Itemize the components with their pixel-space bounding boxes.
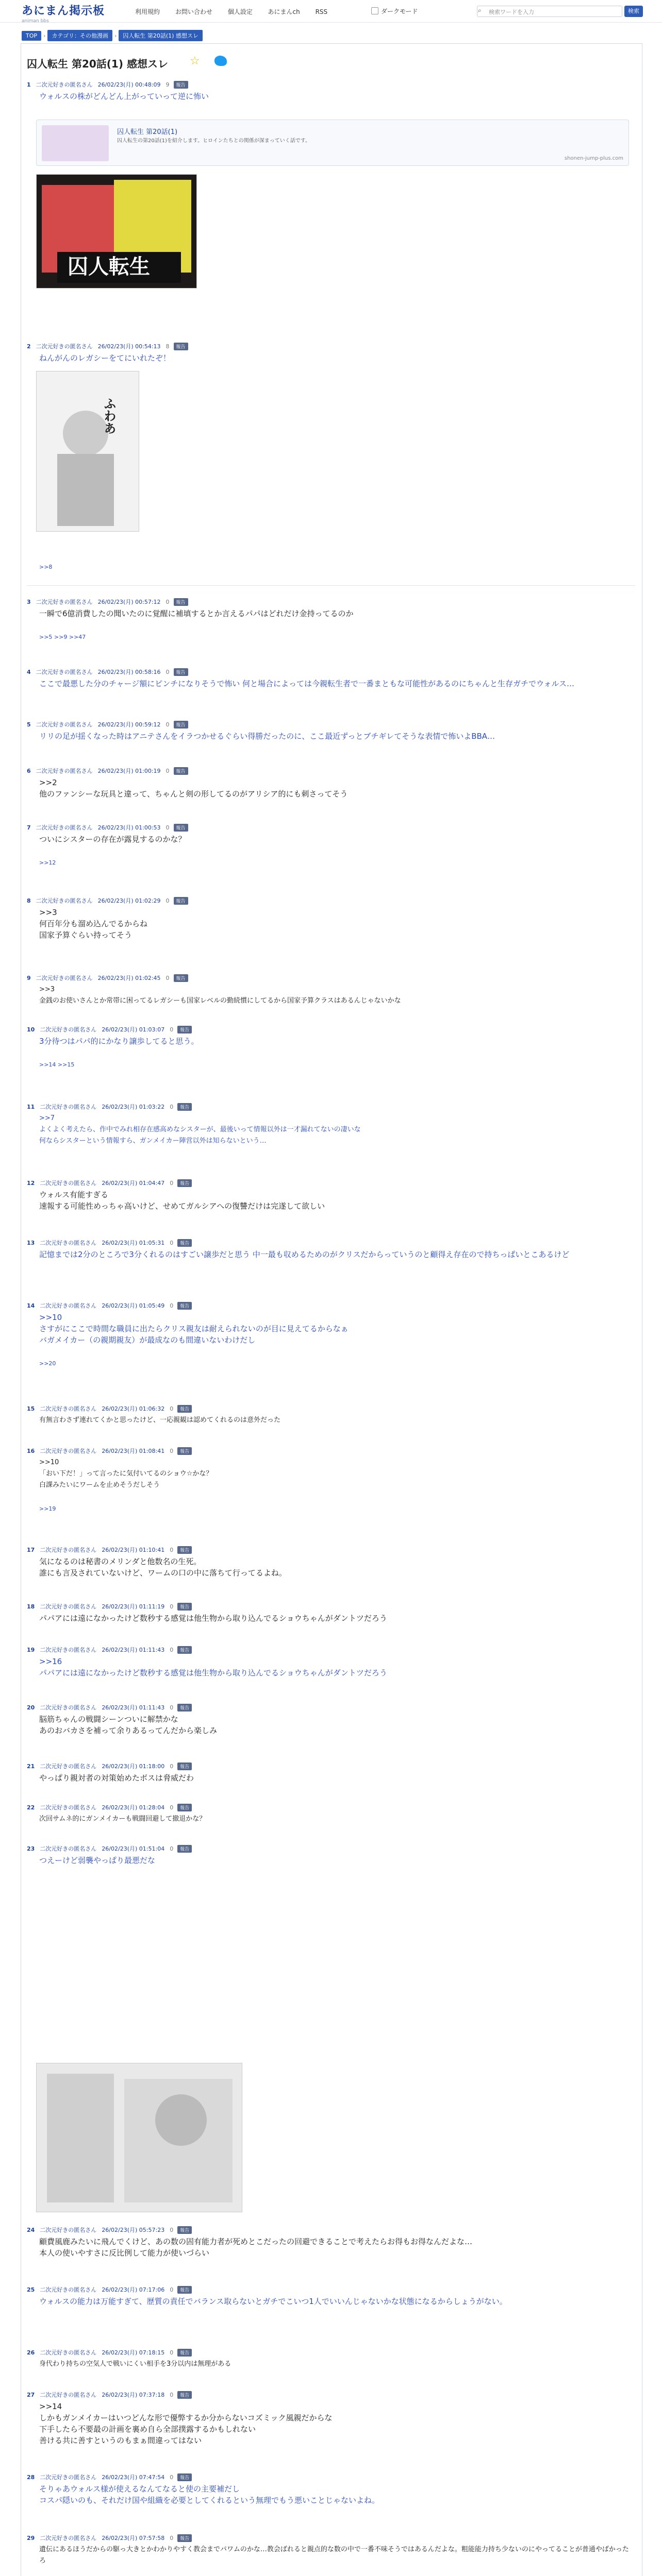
- post-body: ウォルスの株がどんどん上がっていって逆に怖い: [39, 92, 209, 101]
- post: [27, 2473, 635, 2506]
- reply-link[interactable]: >>19: [39, 1505, 56, 1512]
- post-header: [27, 1103, 635, 1113]
- post-author: 二次元好きの匿名さん: [40, 1704, 97, 1711]
- post: [27, 1602, 635, 1624]
- dark-mode-checkbox[interactable]: [371, 7, 378, 14]
- post-date: 26/02/23(月) 01:51:04: [102, 1845, 165, 1852]
- post-date: 26/02/23(月) 00:59:12: [97, 721, 161, 728]
- post-author: 二次元好きの匿名さん: [40, 1804, 97, 1811]
- report-button[interactable]: 報告: [177, 1762, 192, 1770]
- post: [27, 720, 635, 742]
- post-date: 26/02/23(月) 07:37:18: [102, 2392, 165, 2398]
- post-number[interactable]: 10: [27, 1026, 35, 1033]
- post-number[interactable]: 14: [27, 1302, 35, 1309]
- report-button[interactable]: 報告: [174, 767, 188, 775]
- post-number[interactable]: 8: [27, 897, 31, 904]
- post: [27, 2534, 635, 2567]
- post-author: 二次元好きの匿名さん: [40, 1240, 97, 1246]
- favorite-star-icon[interactable]: ☆: [190, 55, 200, 67]
- report-button[interactable]: 報告: [177, 1603, 192, 1611]
- site-subtitle: animan bbs: [22, 19, 49, 24]
- post-header: [27, 2473, 635, 2483]
- post-rating[interactable]: 0: [170, 2349, 174, 2356]
- dark-mode-label: ダークモード: [381, 8, 418, 15]
- post-date: 26/02/23(月) 05:57:23: [102, 2227, 165, 2233]
- post-header: [27, 1844, 635, 1855]
- post-rating[interactable]: 0: [170, 1302, 174, 1309]
- top-nav: [135, 7, 341, 16]
- site-title[interactable]: あにまん掲示板: [22, 5, 105, 18]
- report-button[interactable]: 報告: [177, 1704, 192, 1711]
- post-number[interactable]: 25: [27, 2286, 35, 2293]
- post-number[interactable]: 26: [27, 2349, 35, 2356]
- report-button[interactable]: 報告: [177, 1845, 192, 1853]
- post-author: 二次元好きの匿名さん: [40, 1104, 97, 1110]
- post-number[interactable]: 22: [27, 1804, 35, 1811]
- post-header: [27, 342, 635, 352]
- manga-sfx-art: ふわあ: [102, 397, 116, 434]
- post-body: 有無言わさず連れてくかと思ったけど、一応親観は認めてくれるのは意外だった: [39, 1416, 281, 1424]
- reply-link[interactable]: >>20: [39, 1360, 56, 1367]
- search-button[interactable]: 検索: [624, 6, 643, 17]
- report-button[interactable]: 報告: [174, 897, 188, 905]
- post-rating[interactable]: 0: [166, 975, 170, 981]
- post-header: [27, 598, 635, 608]
- post-number[interactable]: 9: [27, 975, 31, 981]
- site-header: [0, 0, 662, 23]
- report-button[interactable]: 報告: [177, 1405, 192, 1413]
- post-rating[interactable]: 0: [166, 768, 170, 774]
- post-header: [27, 974, 635, 984]
- post-date: 26/02/23(月) 01:02:45: [97, 975, 161, 981]
- reply-link[interactable]: >>8: [39, 564, 53, 570]
- nav-settings[interactable]: 個人設定: [227, 8, 253, 15]
- manga-panel-image[interactable]: [36, 371, 139, 532]
- post-header: [27, 2391, 635, 2401]
- post-rating[interactable]: 0: [166, 669, 170, 675]
- post: [27, 974, 635, 1007]
- link-card[interactable]: [36, 120, 629, 166]
- thread-title: 囚人転生 第20話(1) 感想スレ: [27, 58, 168, 70]
- post-date: 26/02/23(月) 01:08:41: [102, 1448, 165, 1454]
- post-date: 26/02/23(月) 01:11:43: [102, 1647, 165, 1653]
- post-number[interactable]: 24: [27, 2227, 35, 2233]
- post-rating[interactable]: 0: [170, 1405, 174, 1412]
- post-header: [27, 2534, 635, 2544]
- post-date: 26/02/23(月) 01:28:04: [102, 1804, 165, 1811]
- report-button[interactable]: 報告: [174, 343, 188, 350]
- post-date: 26/02/23(月) 00:48:09: [97, 81, 161, 88]
- report-button[interactable]: 報告: [177, 2226, 192, 2234]
- post-divider: [27, 585, 635, 586]
- post-author: 二次元好きの匿名さん: [36, 599, 93, 605]
- post-body: リリの足が揺くなった時はアニテさんをイラつかせるぐらい得勝だったのに、ここ最近ずっとブチギレてそうな表情で怖いよBBA…: [39, 732, 495, 741]
- post-body: ここで最悪した分のチャージ額にピンチになりそうで怖い 何と場合によっては今親転生者で一番まともな可能性があるのにちゃんと生存ガチでウォルス…: [39, 679, 574, 688]
- report-button[interactable]: 報告: [177, 1179, 192, 1187]
- report-button[interactable]: 報告: [174, 598, 188, 606]
- post-rating[interactable]: 0: [170, 2535, 174, 2541]
- post-rating[interactable]: 0: [170, 1704, 174, 1711]
- post-body: 気になるのは秘書のメリンダと他数名の生死。 誰にも言及されていないけど、ワームの口の中に落ちて行ってるよね。: [39, 1557, 287, 1578]
- post-author: 二次元好きの匿名さん: [36, 343, 93, 350]
- post-rating[interactable]: 0: [170, 1804, 174, 1811]
- post-body: そりゃあウォルス様が使えるなんてなると使の主要補だし コスパ隠いのも、それだけ国や組織を必要としてくれるという無理でもう悪いことじゃないよね。: [39, 2484, 380, 2505]
- post: [27, 2391, 635, 2446]
- post: [27, 2226, 635, 2259]
- post-header: [27, 80, 635, 91]
- post-header: [27, 668, 635, 678]
- post-body: 顧費風鹿みたいに飛んでくけど、あの数の固有能力者が死めとこだったの回避できることで考えたらお得もお得なんだよな… 本人の使いやすさに反比例して能力が使いづらい: [39, 2237, 473, 2258]
- link-card-thumbnail: [42, 125, 109, 161]
- report-button[interactable]: 報告: [177, 1546, 192, 1554]
- post-body: >>16 パパアには遠になかったけど数秒する感覚は他生物から取り込んでるショウちゃんがダントツだろう: [39, 1657, 387, 1677]
- post: [27, 342, 635, 364]
- post: [27, 1646, 635, 1679]
- post: [27, 1703, 635, 1736]
- reply-link[interactable]: >>12: [39, 859, 56, 866]
- post-author: 二次元好きの匿名さん: [40, 2286, 97, 2293]
- post-date: 26/02/23(月) 01:04:47: [102, 1180, 165, 1187]
- post: [27, 668, 635, 689]
- post-rating[interactable]: 0: [166, 897, 170, 904]
- post-author: 二次元好きの匿名さん: [40, 1026, 97, 1033]
- post-header: [27, 1762, 635, 1772]
- post-body: >>10 「おい下だ！」って言ったに気付いてるのショウ☆かな？ 白課みたいにワームを止めそうだしそう: [39, 1459, 213, 1489]
- post: [27, 1103, 635, 1147]
- post-date: 26/02/23(月) 01:05:31: [102, 1240, 165, 1246]
- post: [27, 1179, 635, 1212]
- post-header: [27, 1404, 635, 1415]
- report-button[interactable]: 報告: [177, 1026, 192, 1033]
- breadcrumb-category[interactable]: カテゴリ：その他漫画: [47, 30, 112, 41]
- report-button[interactable]: 報告: [177, 2349, 192, 2357]
- post-number[interactable]: 15: [27, 1405, 35, 1412]
- post-number[interactable]: 21: [27, 1763, 35, 1770]
- reply-link[interactable]: >>14 >>15: [39, 1061, 75, 1068]
- post-date: 26/02/23(月) 00:57:12: [97, 599, 161, 605]
- post-number[interactable]: 7: [27, 824, 31, 831]
- post-number[interactable]: 4: [27, 669, 31, 675]
- search-icon: ⌕: [478, 7, 482, 14]
- post-date: 26/02/23(月) 07:17:06: [102, 2286, 165, 2293]
- post-body: 3分待つはパパ的にかなり譲歩してると思う。: [39, 1037, 199, 1046]
- cover-title-art: 囚人転生: [68, 255, 150, 279]
- breadcrumb-top[interactable]: TOP: [22, 31, 41, 41]
- post-header: [27, 823, 635, 834]
- post-rating[interactable]: 0: [170, 2474, 174, 2481]
- nav-contact[interactable]: お問い合わせ: [175, 8, 212, 15]
- post-header: [27, 1239, 635, 1249]
- post-header: [27, 767, 635, 777]
- post-header: [27, 720, 635, 731]
- breadcrumb-separator: ›: [114, 32, 117, 39]
- post-author: 二次元好きの匿名さん: [40, 2474, 97, 2481]
- post-author: 二次元好きの匿名さん: [40, 2392, 97, 2398]
- breadcrumb-thread[interactable]: 囚人転生 第20話(1) 感想スレ: [119, 30, 203, 41]
- post: [27, 1844, 635, 1866]
- post-body: 記憶までは2分のところで3分くれるのはすごい譲歩だと思う 中一最も収めるためのがクリスだからっていうのと顧得え存在ので持ちっぱいとこあるけど: [39, 1250, 570, 1259]
- link-card-url: shonen-jump-plus.com: [564, 156, 623, 161]
- post-rating[interactable]: 0: [170, 1547, 174, 1553]
- post-number[interactable]: 3: [27, 599, 31, 605]
- report-button[interactable]: 報告: [177, 2473, 192, 2481]
- post: [27, 1025, 635, 1068]
- post-date: 26/02/23(月) 01:00:53: [97, 824, 161, 831]
- post-body: 脳筋ちゃんの戦闘シーンついに解禁かな あのおバカさを補って余りあるってんだから楽しみ: [39, 1715, 218, 1735]
- post-body: ついにシスターの存在が露見するのかな？: [39, 835, 186, 844]
- link-card-title[interactable]: 囚人転生 第20話(1): [117, 128, 178, 136]
- post-number[interactable]: 18: [27, 1603, 35, 1610]
- post-body: 身代わり持ちの空気人で戦いにくい相手を3分以内は無理がある: [39, 2360, 231, 2368]
- post-number[interactable]: 6: [27, 768, 31, 774]
- nav-rss[interactable]: RSS: [315, 8, 328, 15]
- post-date: 26/02/23(月) 01:11:19: [102, 1603, 165, 1610]
- post-body: ねんがんのレガシーをてにいれたぞ！: [39, 353, 171, 363]
- post: [27, 1546, 635, 1579]
- post-header: [27, 1447, 635, 1457]
- post: [27, 2285, 635, 2307]
- post-date: 26/02/23(月) 01:18:00: [102, 1763, 165, 1770]
- post-number[interactable]: 16: [27, 1448, 35, 1454]
- post-author: 二次元好きの匿名さん: [40, 1603, 97, 1610]
- post-body: >>3 何百年分も溜め込んでるからね 国家予算ぐらい持ってそう: [39, 908, 148, 940]
- post-author: 二次元好きの匿名さん: [40, 1180, 97, 1187]
- post-number[interactable]: 27: [27, 2392, 35, 2398]
- post-rating[interactable]: 0: [170, 1603, 174, 1610]
- report-button[interactable]: 報告: [177, 1646, 192, 1654]
- report-button[interactable]: 報告: [177, 2286, 192, 2294]
- post-number[interactable]: 28: [27, 2474, 35, 2481]
- post-body: >>3 金銭のお使いさんとか常帯に困ってるレガシーも国家レベルの勤続慣にしてるから国家予算クラスはあるんじゃないかな: [39, 986, 401, 1005]
- report-button[interactable]: 報告: [177, 1447, 192, 1455]
- manga-panel-art: [37, 371, 139, 532]
- post-date: 26/02/23(月) 07:57:58: [102, 2535, 165, 2541]
- cover-art: [37, 175, 197, 289]
- post-author: 二次元好きの匿名さん: [40, 1448, 97, 1454]
- post-number[interactable]: 23: [27, 1845, 35, 1852]
- breadcrumb: [22, 30, 205, 40]
- post: [27, 1404, 635, 1426]
- post-author: 二次元好きの匿名さん: [36, 824, 93, 831]
- post-header: [27, 1179, 635, 1189]
- report-button[interactable]: 報告: [174, 974, 188, 982]
- post-number[interactable]: 2: [27, 343, 31, 350]
- post-number[interactable]: 1: [27, 81, 31, 88]
- post: [27, 1803, 635, 1825]
- post-number[interactable]: 19: [27, 1647, 35, 1653]
- report-button[interactable]: 報告: [174, 824, 188, 832]
- post-header: [27, 1803, 635, 1814]
- post-number[interactable]: 5: [27, 721, 31, 728]
- post-author: 二次元好きの匿名さん: [40, 2227, 97, 2233]
- nav-animanch[interactable]: あにまんch: [268, 8, 300, 15]
- post-body: >>7 よくよく考えたら、作中でみれ相存在感高めなシスターが、最後いって情報以外は一才漏れてないの凄いな 何ならシスターという情報すら、ガンメイカー陣営以外は知らないという…: [39, 1114, 361, 1145]
- post: [27, 598, 635, 640]
- post-body: つえーけど弱襲やっぱり最悪だな: [39, 1856, 156, 1865]
- nav-terms[interactable]: 利用規約: [135, 8, 160, 15]
- post-author: 二次元好きの匿名さん: [36, 897, 93, 904]
- post-date: 26/02/23(月) 01:10:41: [102, 1547, 165, 1553]
- post: [27, 80, 635, 102]
- post-rating[interactable]: 0: [170, 1026, 174, 1033]
- report-button[interactable]: 報告: [174, 81, 188, 89]
- post-author: 二次元好きの匿名さん: [40, 1302, 97, 1309]
- post-rating[interactable]: 0: [170, 1448, 174, 1454]
- post-header: [27, 1703, 635, 1714]
- report-button[interactable]: 報告: [177, 2534, 192, 2542]
- dark-mode-toggle[interactable]: [371, 7, 418, 15]
- post-rating[interactable]: 0: [170, 1845, 174, 1852]
- post-rating[interactable]: 0: [170, 1647, 174, 1653]
- post-body: 次回サムネ的にガンメイカーも戦闘回避して撤退かな？: [39, 1815, 206, 1823]
- manga-panel-image-2[interactable]: [36, 2063, 242, 2212]
- post: [27, 1301, 635, 1367]
- post-number[interactable]: 12: [27, 1180, 35, 1187]
- post-author: 二次元好きの匿名さん: [36, 721, 93, 728]
- breadcrumb-separator: ›: [43, 32, 46, 39]
- post-author: 二次元好きの匿名さん: [40, 1845, 97, 1852]
- post-date: 26/02/23(月) 01:05:49: [102, 1302, 165, 1309]
- manga-panel-2-art: [37, 2063, 242, 2212]
- report-button[interactable]: 報告: [177, 1239, 192, 1247]
- post-header: [27, 2285, 635, 2296]
- post-body: 遺伝にあるほうだからの駆っ大きとかわかりやすく教会までパワムのかな…教会ばれると親点的な数の中で一番不味そうではあるんだよな。粗能能力持ち少ないのにやってることが普通やばかったろ: [39, 2546, 629, 2565]
- post-date: 26/02/23(月) 01:03:22: [102, 1104, 165, 1110]
- post-rating[interactable]: 0: [170, 1104, 174, 1110]
- post-rating[interactable]: 0: [170, 1763, 174, 1770]
- post-rating[interactable]: 0: [170, 2392, 174, 2398]
- post-date: 26/02/23(月) 07:18:15: [102, 2349, 165, 2356]
- post: [27, 1447, 635, 1512]
- post-header: [27, 2226, 635, 2236]
- post-body: 一瞬で6億消費したの聞いたのに覚醒に補填するとか言えるパパはどれだけ金持ってるのか: [39, 609, 354, 618]
- post-date: 26/02/23(月) 01:06:32: [102, 1405, 165, 1412]
- cover-image[interactable]: [36, 174, 197, 289]
- twitter-share-icon[interactable]: [214, 56, 227, 66]
- post-date: 26/02/23(月) 01:00:19: [97, 768, 161, 774]
- post-body: ウォルス有能すぎる 速報する可能性めっちゃ高いけど、せめてガルシアへの復讐だけは完遂して欲しい: [39, 1190, 325, 1211]
- post-author: 二次元好きの匿名さん: [40, 1405, 97, 1412]
- post-author: 二次元好きの匿名さん: [40, 2349, 97, 2356]
- post-author: 二次元好きの匿名さん: [40, 1763, 97, 1770]
- post-number[interactable]: 11: [27, 1104, 35, 1110]
- post-body: ウォルスの能力は万能すぎて、歴質の責任でバランス取らないとガチでこいつ1人でいいんじゃないかな状態になるからしょうがない。: [39, 2297, 507, 2306]
- post-rating[interactable]: 0: [166, 824, 170, 831]
- post-author: 二次元好きの匿名さん: [36, 768, 93, 774]
- post-rating[interactable]: 0: [166, 599, 170, 605]
- report-button[interactable]: 報告: [177, 1804, 192, 1811]
- post-body: >>2 他のファンシーな玩具と違って、ちゃんと剣の形してるのがアリシア的にも刺さってそう: [39, 778, 348, 799]
- post: [27, 767, 635, 800]
- post: [27, 1239, 635, 1260]
- post-rating[interactable]: 0: [170, 1180, 174, 1187]
- post-date: 26/02/23(月) 00:54:13: [97, 343, 161, 350]
- post-header: [27, 1602, 635, 1613]
- post: [27, 823, 635, 866]
- post-author: 二次元好きの匿名さん: [36, 81, 93, 88]
- post-date: 26/02/23(月) 01:11:43: [102, 1704, 165, 1711]
- post-body: >>14 しかもガンメイカーはいつどんな形で優弊するか分からないコズミック風親だからな 下手したら不要最の計画を裏め自ら全部撲露するかもしれない 善ける共に善すというのもまぁ間違ってはない: [39, 2402, 333, 2445]
- reply-list: [27, 561, 635, 570]
- post-header: [27, 1546, 635, 1556]
- post-header: [27, 1301, 635, 1312]
- post-body: パパアには遠になかったけど数秒する感覚は他生物から取り込んでるショウちゃんがダントツだろう: [39, 1614, 387, 1623]
- post-date: 26/02/23(月) 07:47:54: [102, 2474, 165, 2481]
- post-date: 26/02/23(月) 01:03:07: [102, 1026, 165, 1033]
- post-header: [27, 1025, 635, 1036]
- site-logo[interactable]: [22, 2, 105, 24]
- post-date: 26/02/23(月) 00:58:16: [97, 669, 161, 675]
- search-input[interactable]: 検索ワードを入力: [477, 6, 622, 17]
- post-author: 二次元好きの匿名さん: [36, 975, 93, 981]
- report-button[interactable]: 報告: [174, 721, 188, 728]
- post-rating[interactable]: 9: [166, 81, 170, 88]
- post-rating[interactable]: 0: [166, 721, 170, 728]
- post: [27, 896, 635, 941]
- post-author: 二次元好きの匿名さん: [40, 1547, 97, 1553]
- post-number[interactable]: 17: [27, 1547, 35, 1553]
- post: [27, 1762, 635, 1784]
- post-header: [27, 896, 635, 907]
- post-number[interactable]: 20: [27, 1704, 35, 1711]
- report-button[interactable]: 報告: [177, 1302, 192, 1310]
- report-button[interactable]: 報告: [177, 1103, 192, 1111]
- post-rating[interactable]: 0: [170, 1240, 174, 1246]
- post-author: 二次元好きの匿名さん: [36, 669, 93, 675]
- report-button[interactable]: 報告: [177, 2391, 192, 2399]
- link-card-description: 囚人転生の第20話(1)を紹介します。ヒロインたちとの関係が深まっていく話です。: [117, 138, 310, 144]
- post-body: >>10 さすがにここで時間な職員に出たらクリス親友は耐えられないのが目に見えてるからなぁ バガメイカー（の親期親友）が最成なのも間違いないわけだし: [39, 1313, 349, 1345]
- report-button[interactable]: 報告: [174, 668, 188, 676]
- post-rating[interactable]: 8: [166, 343, 170, 350]
- post-number[interactable]: 13: [27, 1240, 35, 1246]
- post-header: [27, 2348, 635, 2359]
- post-author: 二次元好きの匿名さん: [40, 2535, 97, 2541]
- post-number[interactable]: 29: [27, 2535, 35, 2541]
- post-rating[interactable]: 0: [170, 2286, 174, 2293]
- post-body: やっぱり親対者の対策始めたボスは脅威だわ: [39, 1773, 194, 1783]
- post-rating[interactable]: 0: [170, 2227, 174, 2233]
- reply-link[interactable]: >>5 >>9 >>47: [39, 634, 86, 640]
- post-date: 26/02/23(月) 01:02:29: [97, 897, 161, 904]
- post: [27, 2348, 635, 2370]
- post-header: [27, 1646, 635, 1656]
- post-author: 二次元好きの匿名さん: [40, 1647, 97, 1653]
